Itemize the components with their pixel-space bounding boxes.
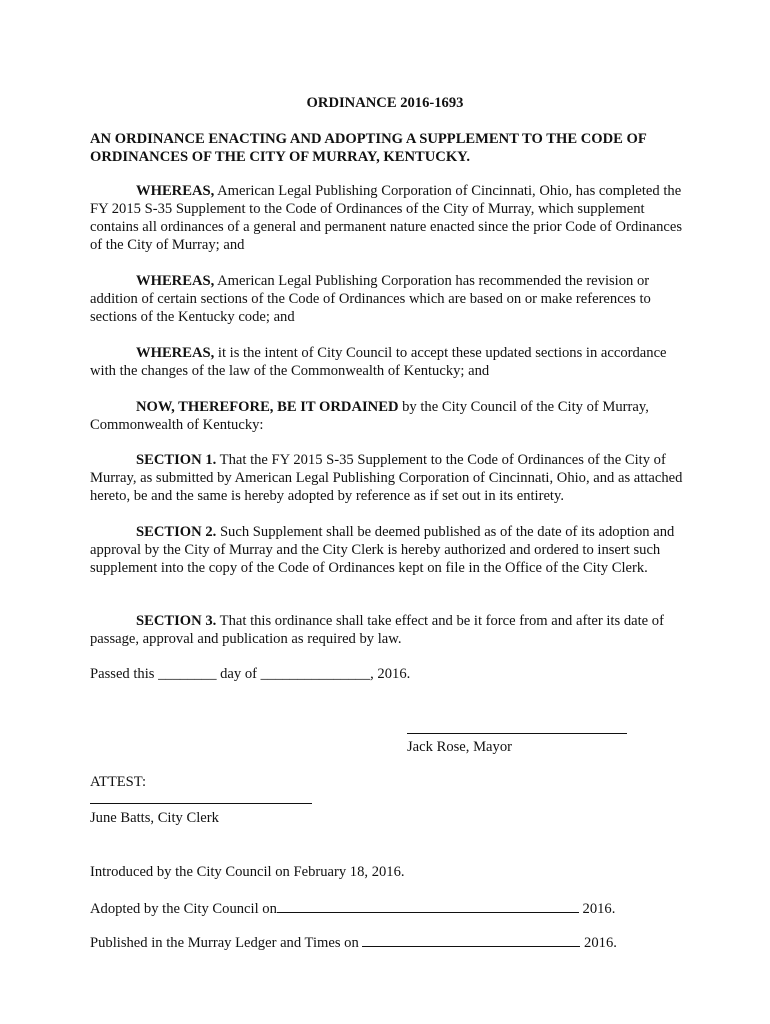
ordained-paragraph [90,398,690,434]
published-prefix: Published in the Murray Ledger and Times on [90,935,363,951]
paragraph-text: American Legal Publishing Corporation of Cincinnati, Ohio, has completed the FY 2015 S-35 Supplement to the Code of Ordinances of the City of Murray, which supplement contains all ordinances of a general and permanent nature enacted since the prior Code of Ordinances of the City of Murray; and [90,183,683,253]
ordinance-title: ORDINANCE 2016-1693 [306,95,464,111]
whereas-paragraph-2 [90,272,690,326]
paragraph-text: That the FY 2015 S-35 Supplement to the Code of Ordinances of the City of Murray, as submitted by American Legal Publishing Corporation of Cincinnati, Ohio, and as attached hereto, be and the same is hereby adopted by reference as if set out in its entirety. [90,452,683,504]
whereas-paragraph-1 [90,182,690,254]
paragraph-lead: SECTION 3. [136,613,217,629]
passed-prefix: Passed this [90,666,159,682]
passed-month-blank: _______________ [260,666,371,682]
paragraph-text: That this ordinance shall take effect and be it force from and after its date of passage, approval and publication as required by law. [90,613,664,647]
published-line [90,933,617,952]
mayor-signature-line [407,733,627,734]
section-1-paragraph [90,451,690,505]
passed-line [90,665,410,683]
clerk-signature-line [90,803,312,804]
paragraph-text: it is the intent of City Council to accept these updated sections in accordance with the changes of the law of the Commonwealth of Kentucky; and [90,345,667,379]
clerk-name: June Batts, City Clerk [90,810,219,826]
adopted-suffix: 2016. [578,901,616,917]
paragraph-lead: SECTION 2. [136,524,217,540]
paragraph-lead: WHEREAS, [136,183,215,199]
passed-suffix: , 2016. [370,666,411,682]
introduced-line: Introduced by the City Council on February 18, 2016. [90,864,405,880]
paragraph-text: American Legal Publishing Corporation has recommended the revision or addition of certain sections of the Code of Ordinances which are based on or make references to sections of the Kentucky code; and [90,273,651,325]
adopted-line [90,899,615,918]
section-3-paragraph [90,612,690,648]
published-date-blank [362,933,580,947]
paragraph-lead: WHEREAS, [136,273,215,289]
paragraph-text: by the City Council of the City of Murray, Commonwealth of Kentucky: [90,399,649,433]
paragraph-lead: NOW, THEREFORE, BE IT ORDAINED [136,399,399,415]
adopted-date-blank [277,899,579,913]
passed-day-blank: ________ [158,666,217,682]
passed-middle: day of [216,666,261,682]
paragraph-lead: WHEREAS, [136,345,215,361]
section-2-paragraph [90,523,690,577]
mayor-name: Jack Rose, Mayor [407,739,512,755]
attest-label: ATTEST: [90,774,147,790]
adopted-prefix: Adopted by the City Council on [90,901,277,917]
paragraph-text: Such Supplement shall be deemed published as of the date of its adoption and approval by the City of Murray and the City Clerk is hereby authorized and ordered to insert such supplement into the copy of the Code of Ordinances kept on file in the Office of the City Clerk. [90,524,675,576]
published-suffix: 2016. [580,935,617,951]
whereas-paragraph-3 [90,344,690,380]
paragraph-lead: SECTION 1. [136,452,217,468]
ordinance-heading: AN ORDINANCE ENACTING AND ADOPTING A SUPPLEMENT TO THE CODE OF ORDINANCES OF THE CITY OF MURRAY, KENTUCKY. [90,131,647,165]
